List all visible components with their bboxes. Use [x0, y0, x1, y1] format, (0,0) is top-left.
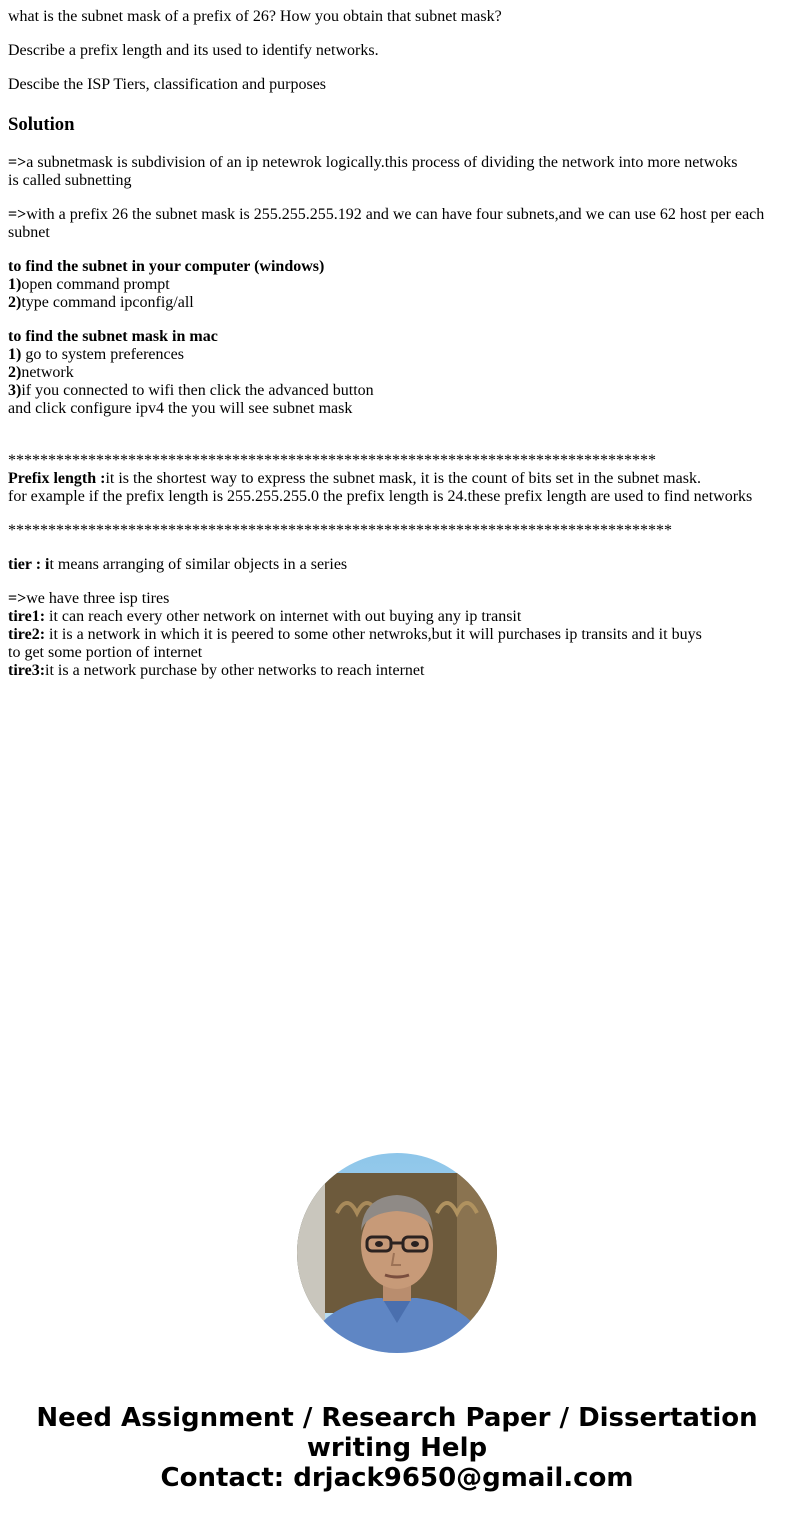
promo-contact: Contact: drjack9650@gmail.com [160, 1463, 634, 1493]
tiers-intro: we have three isp tires [26, 590, 170, 607]
step-text: open command prompt [21, 276, 170, 293]
step-text: if you connected to wifi then click the advanced button [21, 382, 374, 399]
step-number: 1) [8, 276, 22, 293]
step-text: go to system preferences [21, 346, 184, 363]
answer-text-cont: is called subnetting [8, 172, 132, 189]
question-3: Descibe the ISP Tiers, classification and purposes [8, 76, 327, 93]
answer-text-cont: subnet [8, 224, 50, 241]
step-number: 2) [8, 294, 22, 311]
separator-stars-2: *********************************************************************************** [8, 522, 672, 539]
answer-text: a subnetmask is subdivision of an ip netewrok logically.this process of dividing the network into more netwoks [26, 154, 738, 171]
step-text: type command ipconfig/all [21, 294, 194, 311]
arrow-marker: => [8, 206, 27, 223]
mac-heading: to find the subnet mask in mac [8, 328, 218, 345]
author-avatar [297, 1153, 497, 1353]
promo-banner [0, 1403, 794, 1493]
prefix-length-section [8, 452, 786, 506]
prefix-length-text: it is the shortest way to express the subnet mask, it is the count of bits set in the subnet mask. [105, 470, 701, 487]
tier-2-text-cont: to get some portion of internet [8, 644, 203, 661]
arrow-marker: => [8, 590, 27, 607]
tier-1-text: it can reach every other network on internet with out buying any ip transit [45, 608, 522, 625]
solution-heading: Solution [8, 114, 75, 135]
arrow-marker: => [8, 154, 27, 171]
question-1: what is the subnet mask of a prefix of 26? How you obtain that subnet mask? [8, 8, 502, 25]
step-number: 2) [8, 364, 22, 381]
answer-prefix-26 [8, 206, 786, 242]
tier-definition [8, 556, 786, 574]
step-text: network [21, 364, 74, 381]
tier-1-label: tire1: [8, 608, 46, 625]
prefix-length-example: for example if the prefix length is 255.255.255.0 the prefix length is 24.these prefix length are used to find networks [8, 488, 753, 505]
step-tail: and click configure ipv4 the you will see subnet mask [8, 400, 353, 417]
tier-text: t means arranging of similar objects in a series [49, 556, 348, 573]
isp-tiers [8, 590, 786, 680]
question-2: Describe a prefix length and its used to identify networks. [8, 42, 379, 59]
step-number: 1) [8, 346, 22, 363]
answer-text: with a prefix 26 the subnet mask is 255.255.255.192 and we can have four subnets,and we can use 62 host per each [26, 206, 765, 223]
promo-line-1: Need Assignment / Research Paper / Dissertation [36, 1403, 758, 1433]
tier-2-label: tire2: [8, 626, 46, 643]
tier-2-text: it is a network in which it is peered to some other netwroks,but it will purchases ip transits and it buys [45, 626, 702, 643]
separator-stars: ********************************************************************************* [8, 452, 656, 469]
answer-subnetmask-definition [8, 154, 786, 190]
tier-3-label: tire3: [8, 662, 46, 679]
document-body [8, 8, 786, 696]
step-number: 3) [8, 382, 22, 399]
mac-steps [8, 328, 786, 418]
windows-heading: to find the subnet in your computer (windows) [8, 258, 325, 275]
avatar-portrait [297, 1153, 497, 1353]
windows-steps [8, 258, 786, 312]
promo-line-2: writing Help [306, 1433, 488, 1463]
prefix-length-label: Prefix length : [8, 470, 106, 487]
tier-3-text: it is a network purchase by other networks to reach internet [45, 662, 425, 679]
tier-label: tier : i [8, 556, 50, 573]
